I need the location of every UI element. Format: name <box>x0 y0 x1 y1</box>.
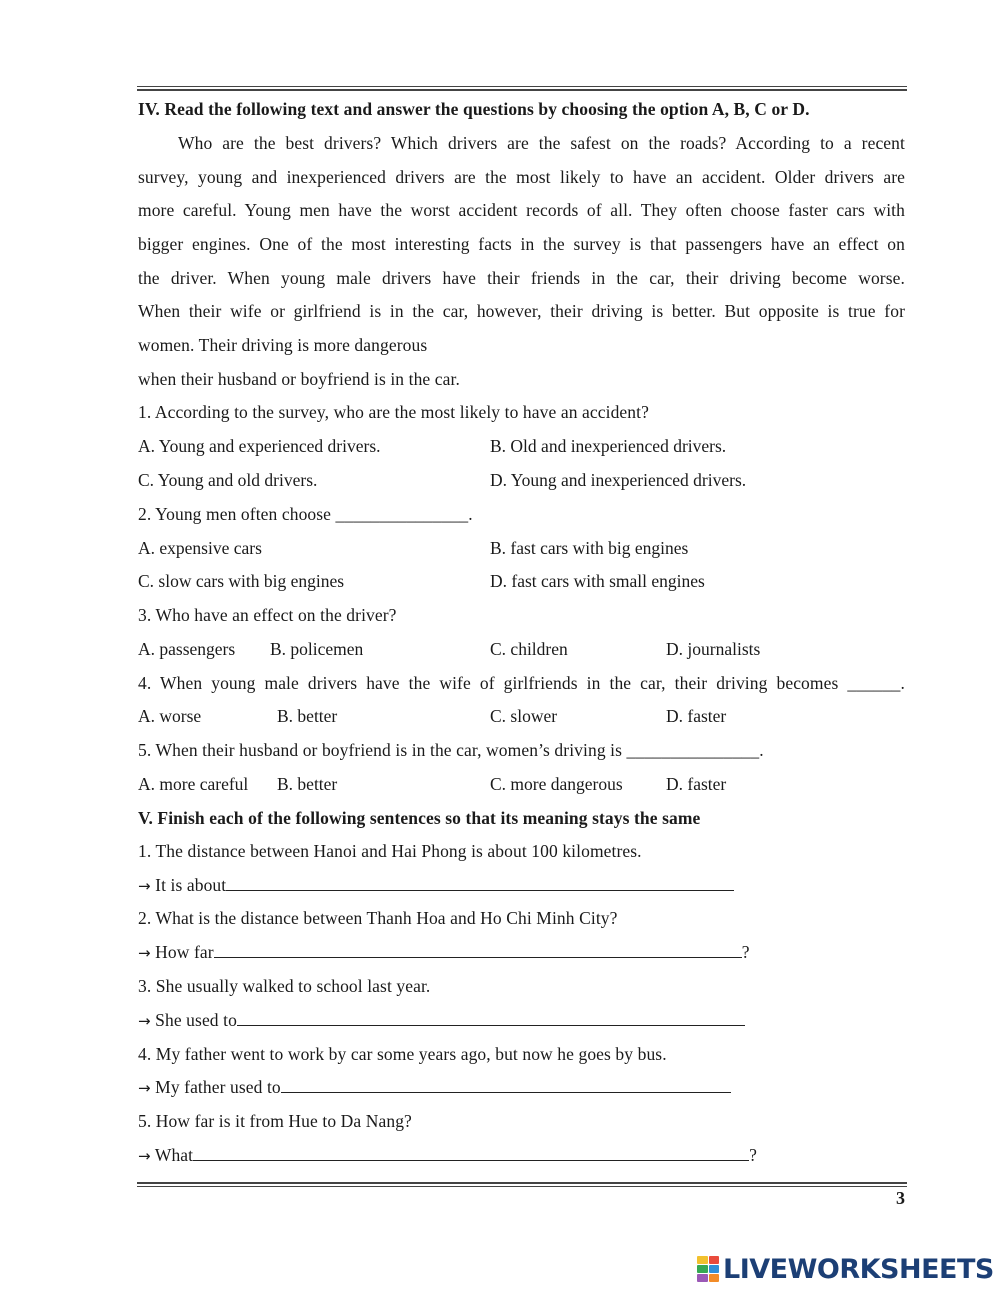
question-5: 5. When their husband or boyfriend is in the car, women’s driving is _______________. <box>138 740 764 760</box>
section-4-heading: IV. Read the following text and answer the questions by choosing the option A, B, C or D. <box>138 99 810 119</box>
question-3: 3. Who have an effect on the driver? <box>138 605 397 625</box>
q5-option-a[interactable]: A. more careful <box>138 774 249 794</box>
section-5-heading: V. Finish each of the following sentences so that its meaning stays the same <box>138 808 701 828</box>
rewrite-prompt: She used to <box>155 1010 237 1030</box>
q5-option-c[interactable]: C. more dangerous <box>490 774 623 794</box>
q3-option-b[interactable]: B. policemen <box>270 639 364 659</box>
rewrite-prompt: How far <box>155 942 214 962</box>
q4-option-d[interactable]: D. faster <box>666 706 727 726</box>
rewrite-prompt: My father used to <box>155 1077 281 1097</box>
brand-watermark <box>697 1253 994 1285</box>
passage-line: When their wife or girlfriend is in the car, however, their driving is better. But opposite is true for <box>138 301 905 321</box>
answer-blank-2[interactable] <box>214 941 742 958</box>
q2-option-d[interactable]: D. fast cars with small engines <box>490 571 705 591</box>
rewrite-sentence-5: 5. How far is it from Hue to Da Nang? <box>138 1111 412 1131</box>
answer-blank-4[interactable] <box>281 1076 731 1093</box>
q4-option-b[interactable]: B. better <box>277 706 338 726</box>
passage-line: women. Their driving is more dangerous <box>138 335 428 355</box>
q3-option-d[interactable]: D. journalists <box>666 639 761 659</box>
passage-line: Who are the best drivers? Which drivers are the safest on the roads? According to a recent <box>178 133 905 153</box>
q3-option-c[interactable]: C. children <box>490 639 568 659</box>
rewrite-sentence-3: 3. She usually walked to school last year. <box>138 976 431 996</box>
rewrite-answer-4 <box>138 1076 731 1099</box>
rewrite-end: ? <box>741 942 750 962</box>
passage-line: more careful. Young men have the worst accident records of all. They often choose faster cars with <box>138 200 905 220</box>
q1-option-a[interactable]: A. Young and experienced drivers. <box>138 436 381 456</box>
page-number: 3 <box>896 1188 905 1208</box>
q1-option-c[interactable]: C. Young and old drivers. <box>138 470 318 490</box>
rewrite-prompt: It is about <box>155 875 227 895</box>
q3-option-a[interactable]: A. passengers <box>138 639 236 659</box>
q4-option-a[interactable]: A. worse <box>138 706 202 726</box>
q4-option-c[interactable]: C. slower <box>490 706 558 726</box>
answer-blank-1[interactable] <box>226 874 734 891</box>
answer-blank-5[interactable] <box>193 1144 749 1161</box>
arrow-icon: → <box>138 877 151 895</box>
arrow-icon: → <box>138 1079 151 1097</box>
bottom-rule <box>137 1182 907 1187</box>
arrow-icon: → <box>138 1147 151 1165</box>
answer-blank-3[interactable] <box>237 1009 745 1026</box>
q5-option-b[interactable]: B. better <box>277 774 338 794</box>
q2-option-b[interactable]: B. fast cars with big engines <box>490 538 689 558</box>
q2-option-c[interactable]: C. slow cars with big engines <box>138 571 345 591</box>
rewrite-answer-2 <box>138 941 750 964</box>
question-2: 2. Young men often choose _______________. <box>138 504 473 524</box>
q5-option-d[interactable]: D. faster <box>666 774 727 794</box>
q1-option-b[interactable]: B. Old and inexperienced drivers. <box>490 436 727 456</box>
question-1: 1. According to the survey, who are the most likely to have an accident? <box>138 402 649 422</box>
liveworksheets-logo-icon <box>697 1256 719 1282</box>
rewrite-sentence-2: 2. What is the distance between Thanh Hoa and Ho Chi Minh City? <box>138 908 618 928</box>
arrow-icon: → <box>138 944 151 962</box>
rewrite-sentence-4: 4. My father went to work by car some years ago, but now he goes by bus. <box>138 1044 667 1064</box>
passage-line: when their husband or boyfriend is in the car. <box>138 369 460 389</box>
rewrite-end: ? <box>749 1145 758 1165</box>
question-4: 4. When young male drivers have the wife of girlfriends in the car, their driving becomes ______. <box>138 673 905 693</box>
rewrite-sentence-1: 1. The distance between Hanoi and Hai Phong is about 100 kilometres. <box>138 841 642 861</box>
top-rule <box>137 86 907 91</box>
q1-option-d[interactable]: D. Young and inexperienced drivers. <box>490 470 747 490</box>
passage-line: bigger engines. One of the most interesting facts in the survey is that passengers have an effect on <box>138 234 905 254</box>
rewrite-prompt: What <box>154 1145 194 1165</box>
passage-line: survey, young and inexperienced drivers are the most likely to have an accident. Older drivers are <box>138 167 905 187</box>
passage-line: the driver. When young male drivers have their friends in the car, their driving become worse. <box>138 268 905 288</box>
rewrite-answer-1 <box>138 874 734 897</box>
arrow-icon: → <box>138 1012 151 1030</box>
q2-option-a[interactable]: A. expensive cars <box>138 538 262 558</box>
rewrite-answer-5 <box>138 1144 757 1167</box>
rewrite-answer-3 <box>138 1009 745 1032</box>
brand-name: LIVEWORKSHEETS <box>723 1253 994 1285</box>
